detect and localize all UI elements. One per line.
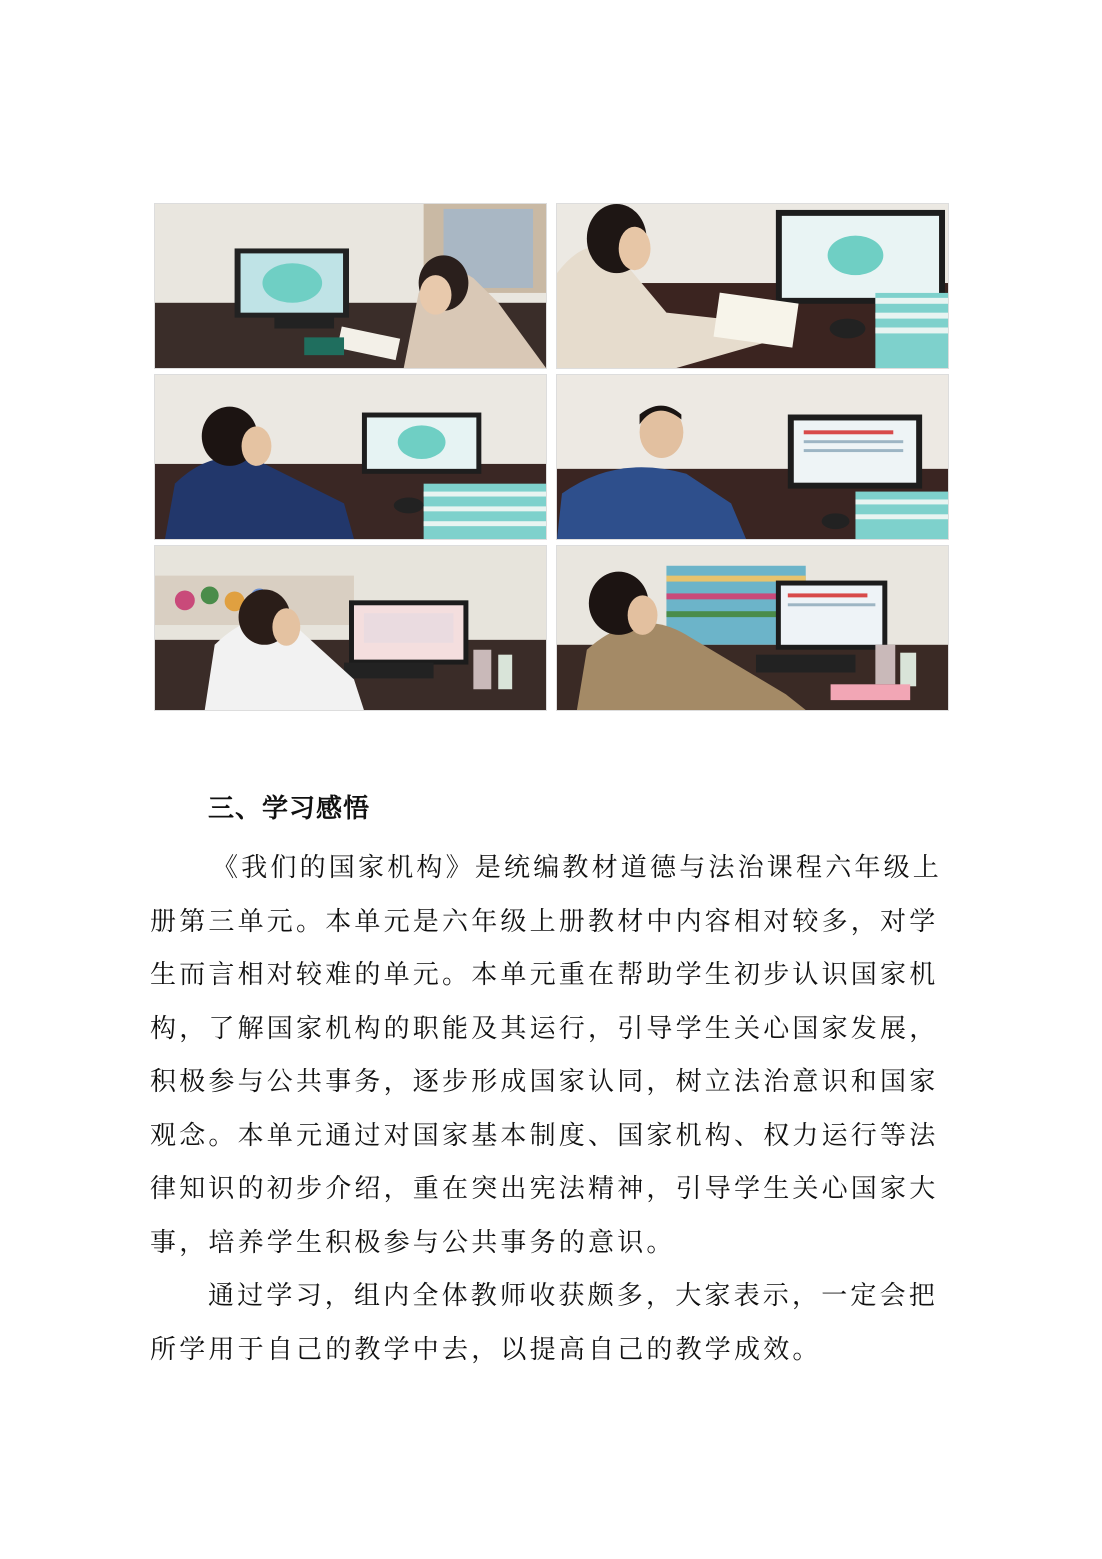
photo-2 — [556, 203, 949, 369]
paragraph-line: 通过学习，组内全体教师收获颇多，大家表示，一定会把 — [208, 1281, 939, 1311]
paragraph-1 — [150, 842, 960, 1270]
paragraph-line: 生而言相对较难的单元。本单元重在帮助学生初步认识国家机 — [150, 960, 939, 990]
section-heading: 三、学习感悟 — [208, 794, 371, 824]
paragraph-line: 《我们的国家机构》是统编教材道德与法治课程六年级上 — [212, 853, 943, 883]
paragraph-line: 构，了解国家机构的职能及其运行，引导学生关心国家发展， — [150, 1013, 939, 1044]
paragraph-line: 事，培养学生积极参与公共事务的意识。 — [150, 1227, 676, 1258]
photo-4 — [556, 374, 949, 540]
paragraph-line: 观念。本单元通过对国家基本制度、国家机构、权力运行等法 — [150, 1120, 939, 1151]
photo-5 — [154, 545, 547, 711]
paragraph-line: 所学用于自己的教学中去，以提高自己的教学成效。 — [150, 1334, 822, 1365]
paragraph-line: 册第三单元。本单元是六年级上册教材中内容相对较多，对学 — [150, 906, 939, 937]
photo-3 — [154, 374, 547, 540]
paragraph-2 — [150, 1270, 960, 1377]
photo-grid — [154, 203, 949, 711]
paragraph-line: 积极参与公共事务，逐步形成国家认同，树立法治意识和国家 — [150, 1067, 939, 1097]
paragraph-line: 律知识的初步介绍，重在突出宪法精神，引导学生关心国家大 — [150, 1174, 939, 1204]
photo-1 — [154, 203, 547, 369]
photo-6 — [556, 545, 949, 711]
